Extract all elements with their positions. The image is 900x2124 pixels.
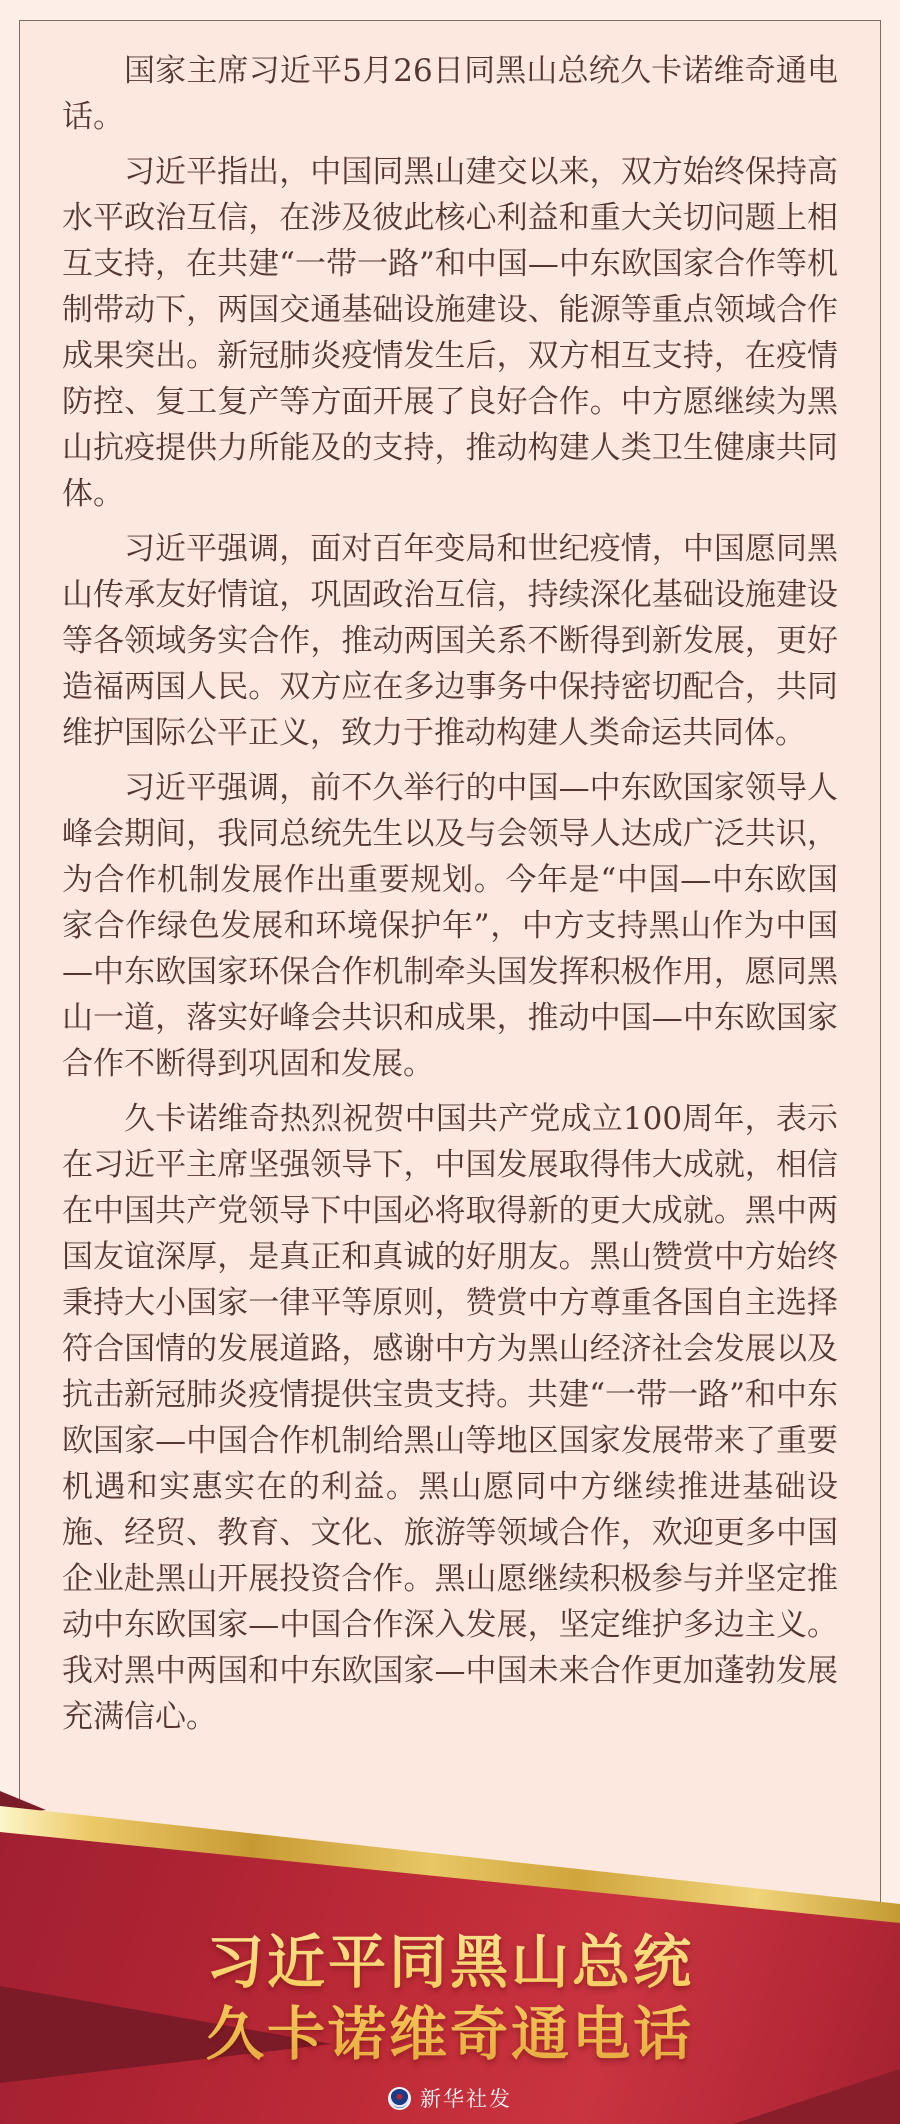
article-body (62, 48, 838, 1749)
paragraph-4: 习近平强调，前不久举行的中国—中东欧国家领导人峰会期间，我同总统先生以及与会领导人达成广泛共识，为合作机制发展作出重要规划。今年是“中国—中东欧国家合作绿色发展和环境保护年”，中方支持黑山作为中国—中东欧国家环保合作机制牵头国发挥积极作用，愿同黑山一道，落实好峰会共识和成果，推动中国—中东欧国家合作不断得到巩固和发展。 (62, 770, 838, 1082)
banner-title-line2: 久卡诺维奇通电话 (205, 2000, 694, 2068)
ribbon-banner (0, 1790, 900, 2124)
xinhua-agency-logo-icon (388, 2087, 411, 2110)
paragraph-1: 国家主席习近平5月26日同黑山总统久卡诺维奇通电话。 (62, 53, 838, 135)
paragraph-5: 久卡诺维奇热烈祝贺中国共产党成立100周年，表示在习近平主席坚强领导下，中国发展取得伟大成就，相信在中国共产党领导下中国必将取得新的更大成就。黑中两国友谊深厚，是真正和真诚的好朋友。黑山赞赏中方始终秉持大小国家一律平等原则，赞赏中方尊重各国自主选择符合国情的发展道路，感谢中方为黑山经济社会发展以及抗击新冠肺炎疫情提供宝贵支持。共建“一带一路”和中东欧国家—中国合作机制给黑山等地区国家发展带来了重要机遇和实惠实在的利益。黑山愿同中方继续推进基础设施、经贸、教育、文化、旅游等领域合作，欢迎更多中国企业赴黑山开展投资合作。黑山愿继续积极参与并坚定推动中东欧国家—中国合作深入发展，坚定维护多边主义。我对黑中两国和中东欧国家—中国未来合作更加蓬勃发展充满信心。 (62, 1101, 838, 1735)
paragraph-2: 习近平指出，中国同黑山建交以来，双方始终保持高水平政治互信，在涉及彼此核心利益和重大关切问题上相互支持，在共建“一带一路”和中国—中东欧国家合作等机制带动下，两国交通基础设施建设、能源等重点领域合作成果突出。新冠肺炎疫情发生后，双方相互支持，在疫情防控、复工复产等方面开展了良好合作。中方愿继续为黑山抗疫提供力所能及的支持，推动构建人类卫生健康共同体。 (62, 154, 838, 512)
banner-title (0, 1926, 900, 2070)
banner-title-line1: 习近平同黑山总统 (205, 1928, 694, 1996)
credit-line (0, 2083, 900, 2113)
paragraph-3: 习近平强调，面对百年变局和世纪疫情，中国愿同黑山传承友好情谊，巩固政治互信，持续深化基础设施建设等各领域务实合作，推动两国关系不断得到新发展，更好造福两国人民。双方应在多边事务中保持密切配合，共同维护国际公平正义，致力于推动构建人类命运共同体。 (62, 531, 838, 751)
credit-text: 新华社发 (420, 2087, 512, 2111)
